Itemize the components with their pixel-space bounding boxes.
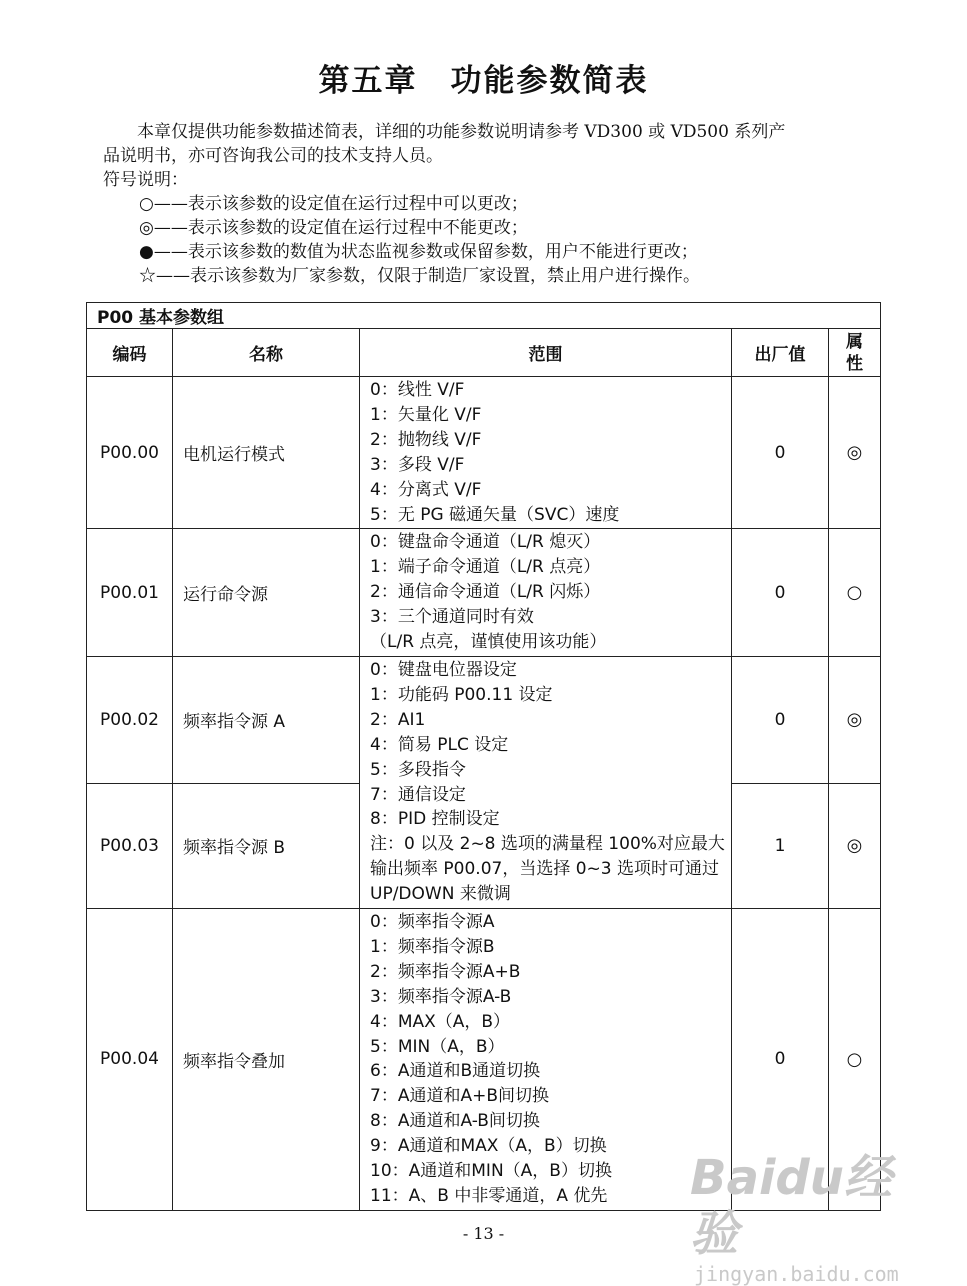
page-number: - 13 - [462, 1224, 505, 1243]
param-code: P00.04 [87, 909, 173, 1211]
intro-paragraph-line1: 本章仅提供功能参数描述简表，详细的功能参数说明请参考 VD300 或 VD500 系列产 [137, 122, 786, 142]
param-code: P00.01 [87, 529, 173, 657]
parameter-table [86, 302, 881, 1211]
param-name: 频率指令源 A [173, 656, 360, 783]
param-range: 0：键盘命令通道（L/R 熄灭） 1：端子命令通道（L/R 点亮） 2：通信命令通道（L/R 闪烁） 3：三个通道同时有效 （L/R 点亮，谨慎使用该功能） [360, 529, 732, 657]
symbol-factory: ☆——表示该参数为厂家参数，仅限于制造厂家设置，禁止用户进行操作。 [139, 266, 700, 286]
chapter-title: 第五章 功能参数简表 [318, 63, 649, 99]
table-row [87, 529, 881, 657]
param-code: P00.02 [87, 656, 173, 783]
param-code: P00.03 [87, 783, 173, 909]
param-name: 频率指令源 B [173, 783, 360, 909]
table-row [87, 377, 881, 529]
table-row [87, 656, 881, 783]
param-attribute: ◎ [829, 377, 881, 529]
param-default: 0 [732, 377, 829, 529]
baidu-watermark [690, 1150, 930, 1286]
param-attribute: ○ [829, 909, 881, 1211]
param-range: 0：线性 V/F 1：矢量化 V/F 2：抛物线 V/F 3：多段 V/F 4：分离式 V/F 5：无 PG 磁通矢量（SVC）速度 [360, 377, 732, 529]
symbols-heading: 符号说明： [103, 170, 188, 190]
param-attribute: ◎ [829, 783, 881, 909]
param-default: 1 [732, 783, 829, 909]
watermark-logo: Baidu经验 [690, 1150, 892, 1262]
param-range-shared: 0：键盘电位器设定 1：功能码 P00.11 设定 2：AI1 4：简易 PLC 设定 5：多段指令 7：通信设定 8：PID 控制设定 注：0 以及 2~8 选项的满量程 100%对应最大输出频率 P00.07，当选择 0~3 选项时可通过 UP/DOWN 来微调 [360, 656, 732, 908]
param-name: 运行命令源 [173, 529, 360, 657]
header-name: 名称 [173, 329, 360, 377]
header-default: 出厂值 [732, 329, 829, 377]
header-attribute: 属性 [829, 329, 881, 377]
param-range: 0：频率指令源A 1：频率指令源B 2：频率指令源A+B 3：频率指令源A-B 4：MAX（A，B） 5：MIN（A，B） 6：A通道和B通道切换 7：A通道和A+B间切换 8：A通道和A-B间切换 9：A通道和MAX（A，B）切换 10：A通道和MIN（A，B）切换 11：A、B 中非零通道，A 优先 [360, 909, 732, 1211]
range-note: 注：0 以及 2~8 选项的满量程 100%对应最大输出频率 P00.07，当选择 0~3 选项时可通过 UP/DOWN 来微调 [370, 834, 725, 905]
param-name: 电机运行模式 [173, 377, 360, 529]
symbol-monitor: ●——表示该参数的数值为状态监视参数或保留参数，用户不能进行更改； [139, 242, 698, 262]
param-default: 0 [732, 909, 829, 1211]
symbol-editable: ○——表示该参数的设定值在运行过程中可以更改； [139, 194, 528, 214]
intro-paragraph-line2: 品说明书，亦可咨询我公司的技术支持人员。 [103, 146, 443, 166]
param-default: 0 [732, 656, 829, 783]
symbol-not-editable: ◎——表示该参数的设定值在运行过程中不能更改； [139, 218, 528, 238]
param-default: 0 [732, 529, 829, 657]
intro-text [103, 120, 883, 288]
watermark-url: jingyan.baidu.com [694, 1262, 899, 1286]
header-range: 范围 [360, 329, 732, 377]
param-code: P00.00 [87, 377, 173, 529]
param-attribute: ◎ [829, 656, 881, 783]
group-title: P00 基本参数组 [87, 303, 881, 329]
param-name: 频率指令叠加 [173, 909, 360, 1211]
header-code: 编码 [87, 329, 173, 377]
param-attribute: ○ [829, 529, 881, 657]
